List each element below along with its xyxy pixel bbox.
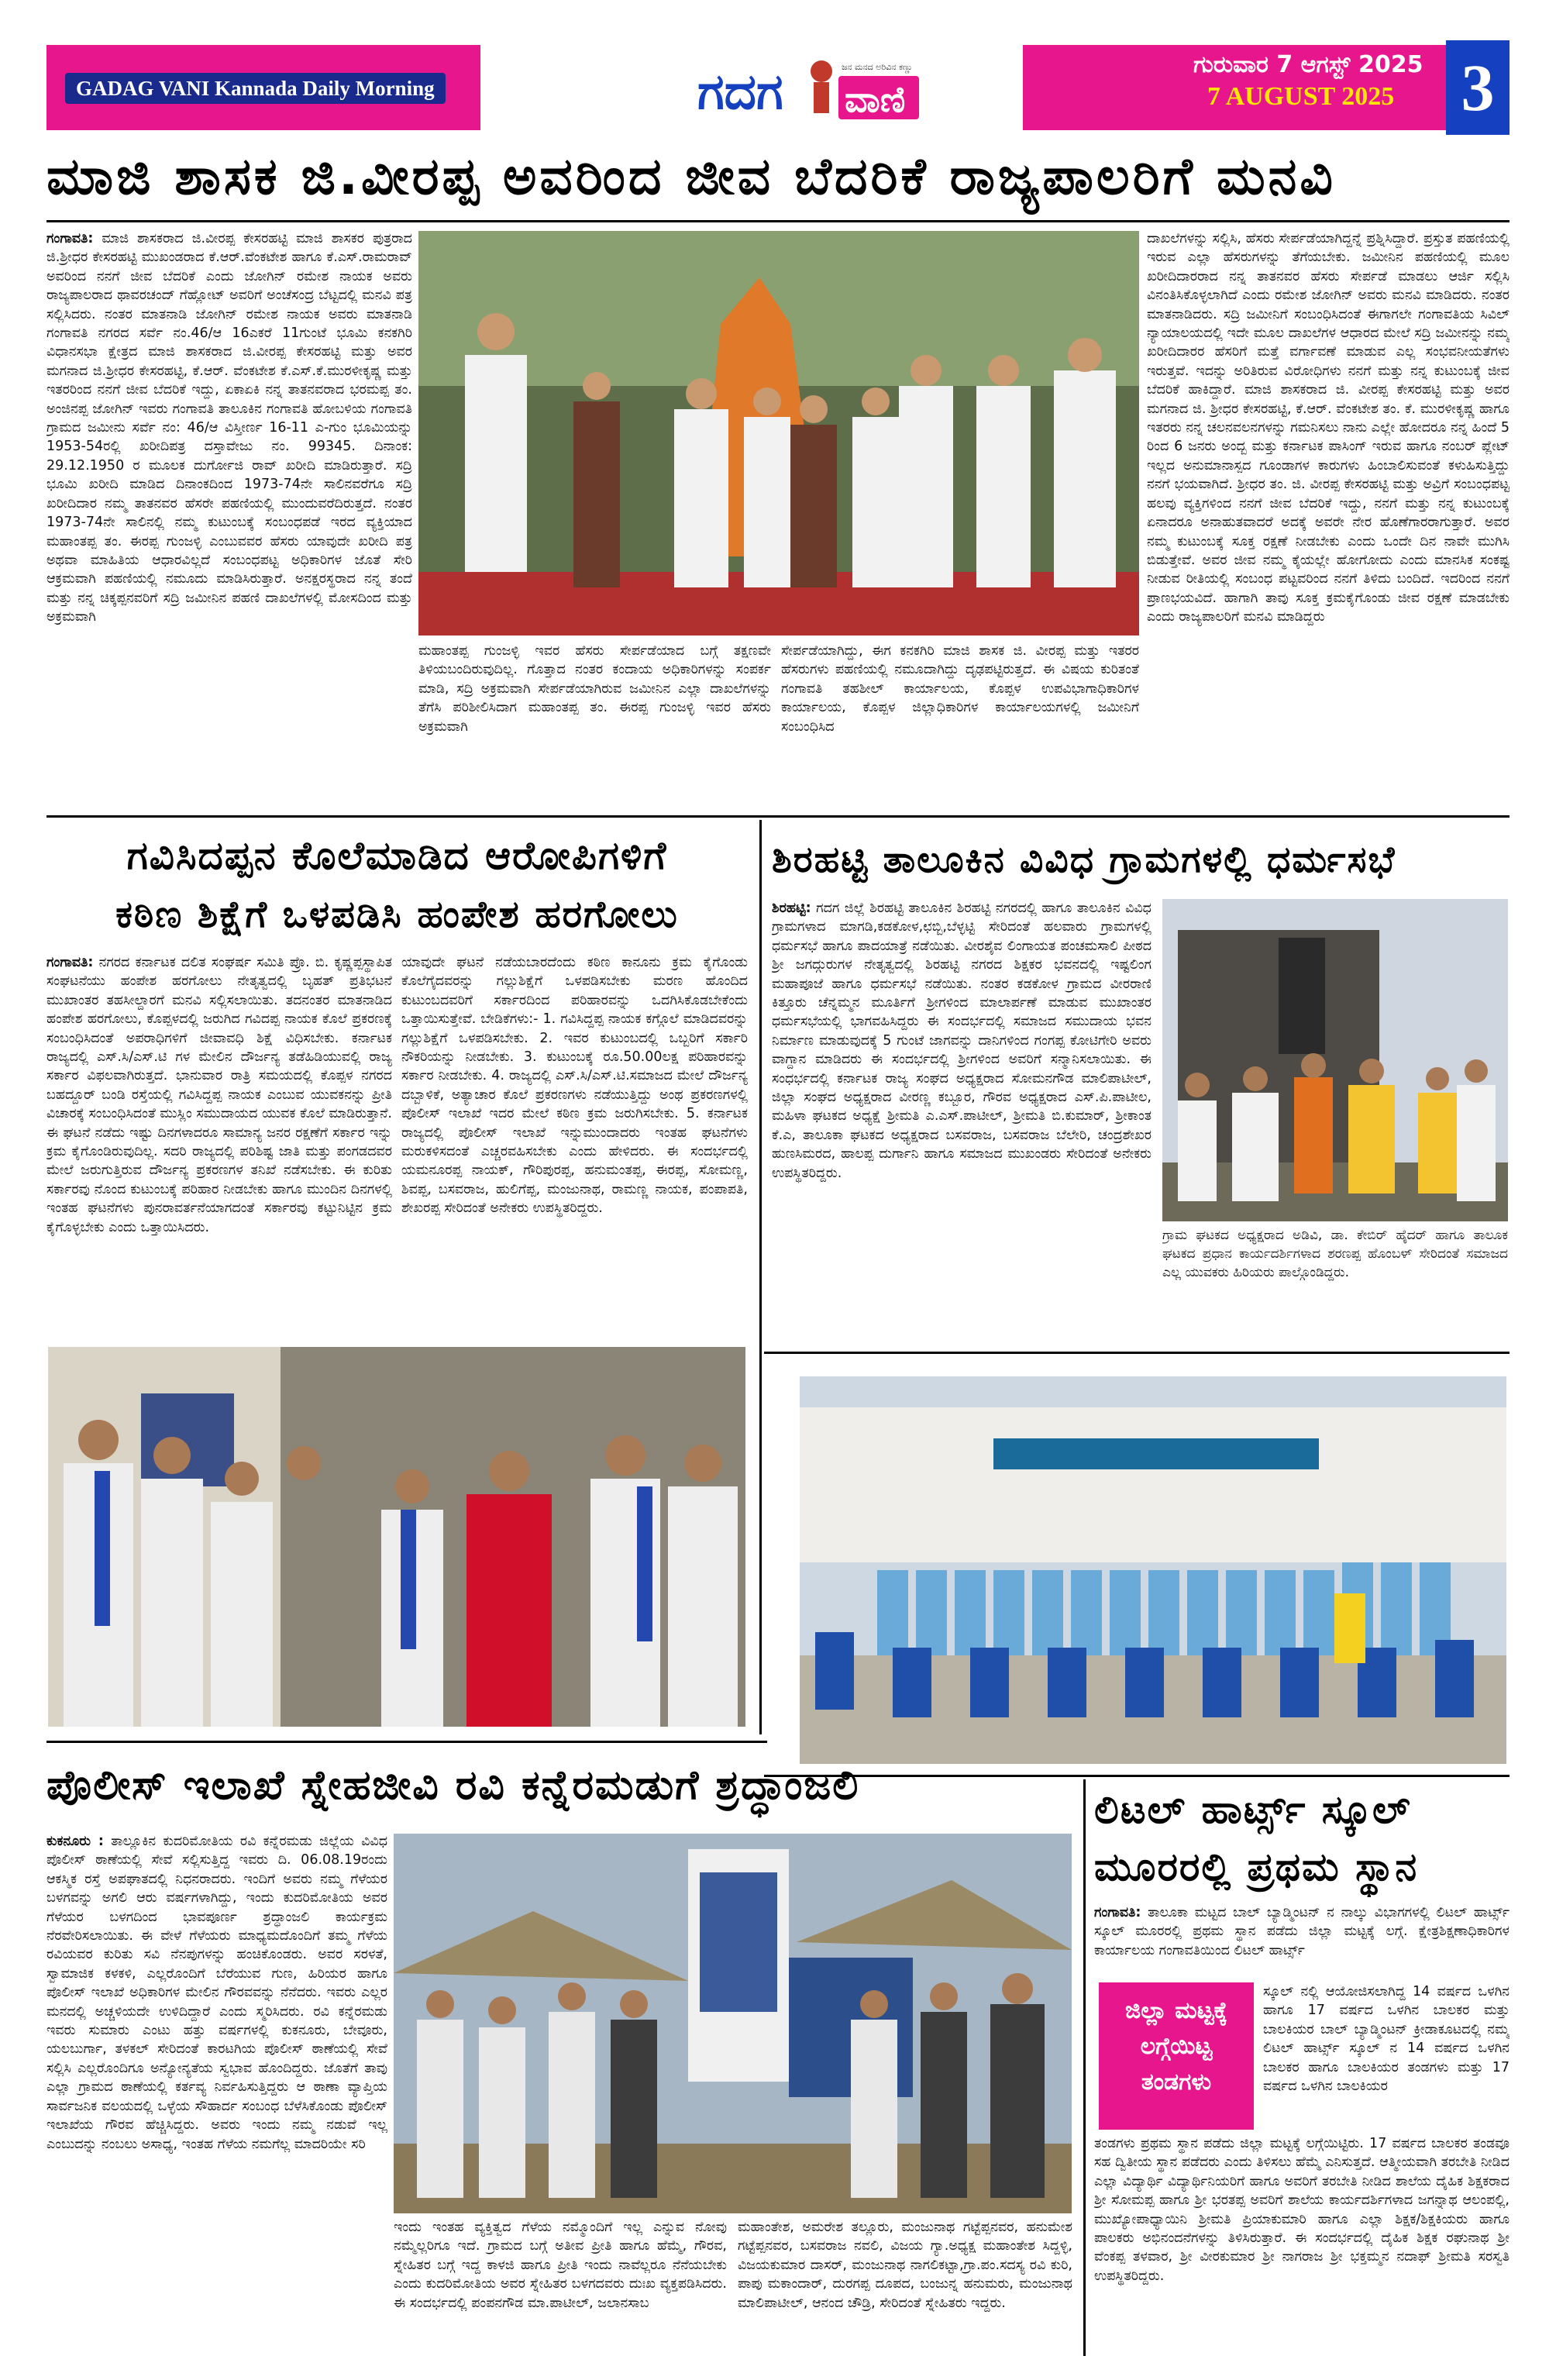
story3-headline: ಶಿರಹಟ್ಟಿ ತಾಲೂಕಿನ ವಿವಿಧ ಗ್ರಾಮಗಳಲ್ಲಿ ಧರ್ಮಸಭೆ (772, 839, 1396, 881)
svg-text:ವಾಣಿ: ವಾಣಿ (845, 78, 906, 120)
school-team-photo (800, 1376, 1506, 1764)
story1-column-1 (46, 229, 412, 811)
story4-col1-text: ತಾಲ್ಲೂಕಿನ ಕುದರಿಮೋತಿಯ ರವಿ ಕನ್ನೆರಮಡು ಜಿಲ್ಲೆಯ ವಿವಿಧ ಪೊಲೀಸ್ ಠಾಣೆಯಲ್ಲಿ ಸೇವೆ ಸಲ್ಲಿಸುತ್ತಿದ್ದ ಇವರು ದಿ. 06.08.19ರಂದು ಆಕಸ್ಮಿಕ ರಸ್ತೆ ಅಪಘಾತದಲ್ಲಿ ನಿಧನರಾದರು. ಇಂದಿಗೆ ಅವರು ನಮ್ಮ ಗೆಳೆಯರ ಬಳಗವನ್ನು ಅಗಲಿ ಆರು ವರ್ಷಗಳಾಗಿದ್ದು, ಇಂದು ಕುದರಿಮೋತಿಯ ಅವರ ಗೆಳೆಯರ ಬಳಗದಿಂದ ಭಾವಪೂರ್ಣ ಶ್ರದ್ಧಾಂಜಲಿ ಕಾರ್ಯಕ್ರಮ ನೆರವೇರಿಸಲಾಯಿತು. ಈ ವೇಳೆ ಗೆಳೆಯರು ಮಾಧ್ಯಮದೊಂದಿಗೆ ತಮ್ಮ ಗೆಳೆಯ ರವಿಯವರ ಕುರಿತು ಸವಿ ನೆನಪುಗಳನ್ನು ಹಂಚಿಕೊಂಡರು. ಅವರ ಸರಳತೆ, ಸ್ವಾಮಾಜಿಕ ಕಳಕಳಿ, ಎಲ್ಲರೊಂದಿಗೆ ಬೆರೆಯುವ ಗುಣ, ಹಿರಿಯರ ಹಾಗೂ ಪೊಲೀಸ್ ಇಲಾಖೆ ಅಧಿಕಾರಿಗಳ ಮೇಲಿನ ಗೌರವವನ್ನು ನೆನೆದರು. ಇವರು ಎಲ್ಲರ ಮನದಲ್ಲಿ ಅಚ್ಚಳಿಯದೇ ಉಳಿದಿದ್ದಾರೆ ಎಂದು ಸ್ಮರಿಸಿದರು. ರವಿ ಕನ್ನೆರಮಡು ಇವರು ಸುಮಾರು ಎಂಟು ಹತ್ತು ವರ್ಷಗಳಲ್ಲಿ ಕುಕನೂರು, ಬೇವೂರು, ಯಲಬುರ್ಗಾ, ತಳಕಲ್ ಸೇರಿದಂತೆ ಕಾರಟಗಿಯ ಪೊಲೀಸ್ ಠಾಣೆಯಲ್ಲಿ ಸೇವೆ ಸಲ್ಲಿಸಿ ಎಲ್ಲರೊಂದಿಗೂ ಅನ್ಯೋನ್ಯತೆಯ ಸ್ವಭಾವ ಹೊಂದಿದ್ದರು. ಜೊತೆಗೆ ತಾವು ಎಲ್ಲಾ ಗ್ರಾಮದ ಠಾಣೆಯಲ್ಲಿ ಕರ್ತವ್ಯ ನಿರ್ವಹಿಸುತ್ತಿದ್ದರು ಆ ಠಾಣಾ ವ್ಯಾಪ್ತಿಯ ಸಾರ್ವಜನಿಕ ವಲಯದಲ್ಲಿ ಒಳ್ಳೆಯ ಸೌಹಾರ್ದ ಸಂಬಂಧ ಬೆಳೆಸಿಕೊಂಡು ಪೊಲೀಸ್ ಇಲಾಖೆಯ ಗೌರವ ಹೆಚ್ಚಿಸಿದ್ದರು. ಅವರು ಇಂದು ನಮ್ಮ ನಡುವೆ ಇಲ್ಲ ಎಂಬುದನ್ನು ನಂಬಲು ಅಸಾಧ್ಯ, ಇಂತಹ ಗೆಳೆಯ ನಮಗೆಲ್ಲ ಮಾದರಿಯೇ ಸರಿ (46, 1834, 387, 2152)
story2-bottom-rule (46, 1741, 767, 1743)
story1-column-3: ಸೇರ್ಪಡೆಯಾಗಿದ್ದು, ಈಗ ಕನಕಗಿರಿ ಮಾಜಿ ಶಾಸಕ ಜಿ. ವೀರಪ್ಪ ಮತ್ತು ಇತರರ ಹೆಸರುಗಳು ಪಹಣಿಯಲ್ಲಿ ನಮೂದಾಗಿದ್ದು ದೃಢಪಟ್ಟಿರುತ್ತದೆ. ಈ ವಿಷಯ ಕುರಿತಂತೆ ಗಂಗಾವತಿ ತಹಶೀಲ್ ಕಾರ್ಯಾಲಯ, ಕೊಪ್ಪಳ ಉಪವಿಭಾಗಾಧಿಕಾರಿಗಳ ಕಾರ್ಯಾಲಯ, ಕೊಪ್ಪಳ ಜಿಲ್ಲಾಧಿಕಾರಿಗಳ ಕಾರ್ಯಾಲಯಗಳಲ್ಲಿ ಜಮೀನಿಗೆ ಸಂಬಂಧಿಸಿದ (781, 643, 1139, 735)
story5-body: ತಂಡಗಳು ಪ್ರಥಮ ಸ್ಥಾನ ಪಡೆದು ಜಿಲ್ಲಾ ಮಟ್ಟಕ್ಕೆ ಲಗ್ಗೆಯಿಟ್ಟಿರು. 17 ವರ್ಷದ ಬಾಲಕರ ತಂಡವೂ ಸಹ ದ್ವಿತೀಯ ಸ್ಥಾನ ಪಡೆದರು ಎಂದು ತಿಳಿಸಲು ಹೆಮ್ಮೆ ಎನಿಸುತ್ತದೆ. ಆತ್ಮೀಯವಾಗಿ ತರಬೇತಿ ನೀಡಿದ ಎಲ್ಲಾ ವಿದ್ಯಾರ್ಥಿ ವಿದ್ಯಾರ್ಥಿನಿಯರಿಗೆ ಹಾಗೂ ಅವರಿಗೆ ತರಬೇತಿ ನೀಡಿದ ಶಾಲೆಯ ದೈಹಿಕ ಶಿಕ್ಷಕರಾದ ಶ್ರೀ ಸೋಮಪ್ಪ ಹಾಗೂ ಶ್ರೀ ಭರತಪ್ಪ ಅವರಿಗೆ ಶಾಲೆಯ ಕಾರ್ಯದರ್ಶಿಗಳಾದ ಜಗನ್ನಾಥ ಆಲಂಪಲ್ಲಿ, ಮುಖ್ಯೋಪಾಧ್ಯಾಯಿನಿ ಶ್ರೀಮತಿ ಪ್ರಿಯಾಕುಮಾರಿ ಹಾಗೂ ಎಲ್ಲಾ ಶಿಕ್ಷಕ/ಶಿಕ್ಷಕಿಯರು ಹಾಗೂ ಪಾಲಕರು ಅಭಿನಂದನೆಗಳನ್ನು ತಿಳಿಸಿರುತ್ತಾರೆ. ಈ ಸಂದರ್ಭದಲ್ಲಿ ದೈಹಿಕ ಶಿಕ್ಷಕ ರಘುನಾಥ ಶ್ರೀ ವೆಂಕಪ್ಪ ತಳವಾರ, ಶ್ರೀ ವೀರಕುಮಾರ ಶ್ರೀ ನಾಗರಾಜ ಶ್ರೀ ಭಕ್ತಮ್ಮನ ನದಾಫ್ ಶ್ರೀಮತಿ ಸರಸ್ವತಿ ಉಪಸ್ಥಿತರಿದ್ದರು. (1094, 2136, 1510, 2284)
story3-bottom-rule (764, 1352, 1510, 1354)
story5-headline-line2: ಮೂರರಲ್ಲಿ ಪ್ರಥಮ ಸ್ಥಾನ (1094, 1844, 1419, 1889)
date-kannada: ಗುರುವಾರ 7 ಆಗಸ್ಟ್ 2025 (1193, 51, 1423, 78)
story4-column-1 (46, 1832, 387, 2356)
story3-photo (1162, 899, 1508, 1221)
story4-column-3: ಮಹಾಂತೇಶ, ಅಮರೇಶ ತಲ್ಲೂರು, ಮಂಜುನಾಥ ಗಟ್ಟೆಪ್ಪನವರ, ಹನುಮೇಶ ಗಟ್ಟೆಪ್ಪನವರ, ಬಸವರಾಜ ನವಲಿ, ವಿಜಯ ಗ್ಯಾ.ಅಧ್ಯಕ್ಷ ಮಹಾಂತೇಶ ಸಿದ್ದಳ್ಳಿ, ವಿಜಯಕುಮಾರ ದಾಸರ್, ಮಂಜುನಾಥ ನಾಗಲಿಕಟ್ಟಾ,ಗ್ರಾ.ಪಂ.ಸದಸ್ಯ ರವಿ ಕುರಿ, ಪಾಪು ಮಕಾಂದಾರ್, ದುರಗಪ್ಪ ದೂಪದ, ಬಂಜುನ್ನ ಹನುಮರು, ಮಂಜುನಾಥ ಮಾಲಿಪಾಟೀಲ್, ಆನಂದ ಚೌಡ್ರಿ, ಸೇರಿದಂತೆ ಸ್ನೇಹಿತರು ಇದ್ದರು. (738, 2220, 1072, 2311)
story2-col1-text: ನಗರದ ಕರ್ನಾಟಕ ದಲಿತ ಸಂಘರ್ಷ ಸಮಿತಿ ಪ್ರೊ. ಬಿ. ಕೃಷ್ಣಪ್ಪಸ್ಥಾಪಿತ ಸಂಘಟನೆಯು ಹಂಪೇಶ ಹರಗೋಲು ನೇತೃತ್ವದಲ್ಲಿ ಬೃಹತ್ ಪ್ರತಿಭಟನೆ ಮುಖಾಂತರ ತಹಸೀಲ್ದಾರಗೆ ಮನವಿ ಸಲ್ಲಿಸಲಾಯಿತು. ತದನಂತರ ಮಾತನಾಡಿದ ಹಂಪೇಶ ಹರಗೋಲು, ಕೊಪ್ಪಳದಲ್ಲಿ ಜರುಗಿದ ಗವಿದಪ್ಪ ನಾಯಕ ಕೊಲೆ ಪ್ರಕರಣಕ್ಕೆ ಸಂಬಂಧಿಸಿದಂತೆ ಅಪರಾಧಿಗಳಿಗೆ ಜೀವಾವಧಿ ಶಿಕ್ಷೆ ವಿಧಿಸಬೇಕು. ಕರ್ನಾಟಕ ರಾಜ್ಯದಲ್ಲಿ ಎಸ್.ಸಿ/ಎಸ್.ಟಿ ಗಳ ಮೇಲಿನ ದೌರ್ಜನ್ಯ ತಡೆಹಿಡಿಯುವಲ್ಲಿ ರಾಜ್ಯ ಸರ್ಕಾರ ವಿಫಲವಾಗಿರುತ್ತದೆ. ಭಾನುವಾರ ರಾತ್ರಿ ಸಮಯದಲ್ಲಿ ಕೊಪ್ಪಳ ನಗರದ ಬಹದ್ದೂರ್ ಬಂಡಿ ರಸ್ತೆಯಲ್ಲಿ ಗವಿಸಿದ್ದಪ್ಪ ನಾಯಕ ಎಂಬುವ ಯುವಕನನ್ನು ಪ್ರೀತಿ ವಿಚಾರಕ್ಕೆ ಸಂಬಂಧಿಸಿದಂತೆ ಮುಸ್ಲಿಂ ಸಮುದಾಯದ ಯುವಕ ಕೊಲೆ ಮಾಡಿರುತ್ತಾನೆ. ಈ ಘಟನೆ ನಡೆದು ಇಷ್ಟು ದಿನಗಳಾದರೂ ಸಾಮಾನ್ಯ ಜನರ ರಕ್ಷಣೆಗೆ ಸರ್ಕಾರ ಇನ್ನು ಕ್ರಮ ಕೈಗೊಂಡಿರುವುದಿಲ್ಲ. ಸದರಿ ರಾಜ್ಯದಲ್ಲಿ ಪರಿಶಿಷ್ಟ ಜಾತಿ ಮತ್ತು ಪಂಗಡದವರ ಮೇಲೆ ಜರುಗುತ್ತಿರುವ ದೌರ್ಜನ್ಯ ಪ್ರಕರಣಗಳ ತನಿಖೆ ನಡೆಸಬೇಕು. ಈ ಕುರಿತು ಸರ್ಕಾರವು ನೊಂದ ಕುಟುಂಬಕ್ಕೆ ಪರಿಹಾರ ನೀಡಬೇಕು ಹಾಗೂ ಮುಂದಿನ ದಿನಗಳಲ್ಲಿ ಇಂತಹ ಘಟನೆಗಳು ಪುನರಾವರ್ತನೆಯಾಗದಂತೆ ಸರ್ಕಾರವು ಕಟ್ಟುನಿಟ್ಟಿನ ಕ್ರಮ ಕೈಗೊಳ್ಳಬೇಕು ಎಂದು ಒತ್ತಾಯಿಸಿದರು. (46, 955, 392, 1235)
story2-column-1 (46, 953, 392, 1338)
story5-intro (1094, 1903, 1510, 1979)
masthead-logo-area (480, 45, 1023, 130)
masthead-date-band (1023, 45, 1457, 130)
badge-line-2: ಲಗ್ಗೆಯಿಟ್ಟ (1140, 2033, 1213, 2060)
story1-col1-text: ಮಾಜಿ ಶಾಸಕರಾದ ಜಿ.ವೀರಪ್ಪ ಕೇಸರಹಟ್ಟಿ ಮಾಜಿ ಶಾಸಕರ ಪುತ್ರರಾದ ಜಿ.ಶ್ರೀಧರ ಕೇಸರಹಟ್ಟಿ ಮುಖಂಡರಾದ ಕೆ.ಆರ್.ವೆಂಕಟೇಶ ಹಾಗೂ ಕೆ.ಎಸ್.ರಾಮರಾವ್ ಅವರಿಂದ ನನಗೆ ಜೀವ ಬೆದರಿಕೆ ಎಂದು ಜೋಗಿನ್ ರಮೇಶ ನಾಯಕ ಅವರು ರಾಜ್ಯಪಾಲರಾದ ಥಾವರಚಂದ್ ಗೆಹ್ಲೋಟ್ ಅವರಿಗೆ ಅಂಚೆಸಂದ್ರ ಬೆಟ್ಟದಲ್ಲಿ ಮನವಿ ಪತ್ರ ಸಲ್ಲಿಸಿದರು. ನಂತರ ಮಾತನಾಡಿ ಜೋಗಿನ್ ರಮೇಶ ನಾಯಕ ಅವರು ಮಾತನಾಡಿ ಗಂಗಾವತಿ ನಗರದ ಸರ್ವೆ ನಂ.46/ಆ 16ಎಕರೆ 11ಗುಂಟೆ ಭೂಮಿ ಕನಕಗಿರಿ ವಿಧಾನಸಭಾ ಕ್ಷೇತ್ರದ ಮಾಜಿ ಶಾಸಕರಾದ ಜಿ.ವೀರಪ್ಪ ಕೇಸರಹಟ್ಟಿ ಮತ್ತು ಅವರ ಮಗನಾದ ಜಿ.ಶ್ರೀಧರ ಕೇಸರಹಟ್ಟಿ, ಕೆ.ಆರ್. ವೆಂಕಟೇಶ ಕೆ.ಎಸ್.ಕೆ.ಮುರಳೀಕೃಷ್ಣ ಮತ್ತು ಇತರರಿಂದ ನನಗೆ ಜೀವ ಬೆದರಿಕೆ ಇದ್ದು, ಏಕಾಏಕಿ ನನ್ನ ತಾತನವರಾದ ಭರಮಪ್ಪ ತಂ. ಅಂಜಿನಪ್ಪ ಜೋಗಿನ್ ಇವರು ಗಂಗಾವತಿ ತಾಲೂಕಿನ ಗಂಗಾವತಿ ಹೋಬಳಿಯ ಗಂಗಾವತಿ ಗ್ರಾಮದ ಜಮೀನು ಸರ್ವೆ ನಂ: 46/ಆ ವಿಸ್ತೀರ್ಣ 16-11 ಎ-ಗುಂ ಭೂಮಿಯನ್ನು 1953-54ರಲ್ಲಿ ಖರೀದಿಪತ್ರ ದಸ್ತಾವೇಜು ನಂ. 99345. ದಿನಾಂಕ: 29.12.1950 ರ ಮೂಲಕ ದುರ್ಗೋಜಿ ರಾವ್ ಖರೀದಿ ಮಾಡಿರುತ್ತಾರೆ. ಸದ್ರಿ ಭೂಮಿ ಖರೀದಿ ಮಾಡಿದ ದಿನಾಂಕದಿಂದ 1973-74ನೇ ಸಾಲಿನವರೆಗೂ ಸದ್ರಿ ಖರೀದಿದಾರ ನಮ್ಮ ತಾತನವರ ಹೆಸರೇ ಪಹಣಿಯಲ್ಲಿ ಮುಂದುವರೆದಿರುತ್ತದೆ. ನಂತರ 1973-74ನೇ ಸಾಲಿನಲ್ಲಿ ನಮ್ಮ ಕುಟುಂಬಕ್ಕೆ ಸಂಬಂಧಪಡೆ ಇರದ ವ್ಯಕ್ತಿಯಾದ ಮಹಾಂತಪ್ಪ ತಂ. ಈರಪ್ಪ ಗುಂಜಳ್ಳಿ ಎಂಬುವವರ ಹೆಸರು ಯಾವುದೇ ಖರೀದಿ ಪತ್ರ ಅಥವಾ ಮಾಹಿತಿಯ ಆಧಾರವಿಲ್ಲದೆ ಸಂಬಂಧಪಟ್ಟ ಅಧಿಕಾರಿಗಳ ಜೊತೆ ಸೇರಿ ಆಕ್ರಮವಾಗಿ ಪಹಣಿಯಲ್ಲಿ ನಮೂದು ಮಾಡಿಸಿರುತ್ತಾರೆ. ಅನಕ್ಷರಸ್ಥರಾದ ನನ್ನ ತಂದೆ ಮತ್ತು ನನ್ನ ಚಿಕ್ಕಪ್ಪನವರಿಗೆ ಸದ್ರಿ ಜಮೀನಿನ ಪಹಣಿ ದಾಖಲೆಗಳಲ್ಲಿ ಮೋಸದಿಂದ ಮತ್ತು ಅಕ್ರಮವಾಗಿ (46, 231, 412, 625)
badge-line-1: ಜಿಲ್ಲಾ ಮಟ್ಟಕ್ಕೆ (1124, 1997, 1228, 2024)
story4-dateline: ಕುಕನೂರು : (46, 1834, 104, 1849)
story5-headline-line1: ಲಿಟಲ್ ಹಾರ್ಟ್ಸ್ ಸ್ಕೂಲ್ (1094, 1787, 1412, 1832)
story3-body (772, 899, 1152, 1344)
story4-photo (394, 1834, 1072, 2213)
paper-name-tag: GADAG VANI Kannada Daily Morning (65, 73, 446, 104)
story1-dateline: ಗಂಗಾವತಿ: (46, 231, 94, 246)
date-english: 7 AUGUST 2025 (1207, 82, 1395, 111)
story1-photo (418, 231, 1139, 635)
story1-column-4: ದಾಖಲೆಗಳನ್ನು ಸಲ್ಲಿಸಿ, ಹೆಸರು ಸೇರ್ಪಡೆಯಾಗಿದ್ದನ್ನೆ ಪ್ರಶ್ನಿಸಿದ್ದಾರೆ. ಪ್ರಸ್ತುತ ಪಹಣಿಯಲ್ಲಿ ಇರುವ ಎಲ್ಲಾ ಹೆಸರುಗಳನ್ನು ತೆಗೆಯಬೇಕು. ಜಮೀನಿನ ಪಹಣಿಯಲ್ಲಿ ಮೂಲ ಖರೀದಿದಾರರಾದ ನನ್ನ ತಾತನವರ ಹೆಸರು ಸೇರ್ಪಡೆ ಮಾಡಲು ಆರ್ಜಿ ಸಲ್ಲಿಸಿ ವಿನಂತಿಸಿಕೊಳ್ಳಲಾಗಿದೆ ಎಂದು ರಮೇಶ ಜೋಗಿನ್ ಅವರು ಮನವಿ ಮಾಡಿದರು. ನಂತರ ಮಾತನಾಡಿದರು. ಸದ್ರಿ ಜಮೀನಿಗೆ ಸಂಬಂಧಿಸಿದಂತೆ ಈಗಾಗಲೇ ಗಂಗಾವತಿಯ ಸಿವಿಲ್ ನ್ಯಾಯಾಲಯದಲ್ಲಿ ಇದೇ ಮೂಲ ದಾಖಲೆಗಳ ಆಧಾರದ ಮೇಲೆ ಸದ್ರಿ ಜಮೀನನ್ನು ನಮ್ಮ ಖರೀದಿದಾರರ ಹೆಸರಿಗೆ ಮತ್ತೆ ವರ್ಗಾವಣೆ ಮಾಡುವ ಎಲ್ಲ ಸಂಭವನೀಯತೆಗಳು ಇರುತ್ತವೆ. ಇದನ್ನು ಅರಿತಿರುವ ವಿರೋಧಿಗಳು ನನಗೆ ಮತ್ತು ನನ್ನ ಕುಟುಂಬಕ್ಕೆ ಜೀವ ಬೆದರಿಕೆ ಹಾಕಿದ್ದಾರೆ. ಮಾಜಿ ಶಾಸಕರಾದ ಜಿ. ವೀರಪ್ಪ ಕೇಸರಹಟ್ಟಿ ಮತ್ತು ಅವರ ಮಗನಾದ ಜಿ. ಶ್ರೀಧರ ಕೇಸರಹಟ್ಟಿ, ಕೆ.ಆರ್. ವೆಂಕಟೇಶ ತಂ. ಕೆ. ಮುರಳೀಕೃಷ್ಣ ಹಾಗೂ ಇತರರು ನನ್ನ ಚಲನವಲನಗಳನ್ನು ಗಮನಿಸಲು ನಾನು ಎಲ್ಲೇ ಹೋದರೂ ನನ್ನ ಹಿಂದೆ 5 ರಿಂದ 6 ಜನರು ಅಂದ್ಬ ಮತ್ತು ಕರ್ನಾಟಕ ಪಾಸಿಂಗ್ ಇರುವ ಹಾಗೂ ನಂಬರ್ ಪ್ಲೇಟ್ ಇಲ್ಲದ ಅನುಮಾನಾಸ್ಪದ ಗೂಂಡಾಗಳ ಕಾರುಗಳು ಹಿಂಬಾಲಿಸುವಂತೆ ಕಳುಹಿಸುತ್ತಿದ್ದು ನನಗೆ ಭಯವಾಗಿದೆ. ಶ್ರೀಧರ ತಂ. ಜಿ. ವೀರಪ್ಪ ಕೇಸರಹಟ್ಟಿ ಮತ್ತು ಅವ್ರಿಗೆ ಸಂಬಂಧಪಟ್ಟ ಹಲವು ವ್ಯಕ್ತಿಗಳಿಂದ ನನಗೆ ಜೀವ ಬೆದರಿಕೆ ಇದ್ದು, ನನಗೆ ಮತ್ತು ನನ್ನ ಕುಟುಂಬಕ್ಕೆ ಏನಾದರೂ ಅನಾಹುತವಾದರೆ ಅದಕ್ಕೆ ಅವರೇ ನೇರ ಹೊಣೆಗಾರರಾಗುತ್ತಾರೆ. ಅವರ ನಮ್ಮ ಕುಟುಂಬಕ್ಕೆ ಸೂಕ್ತ ರಕ್ಷಣೆ ನೀಡಬೇಕು ಎಂದು ಒಂದೇ ದಿನ ನಾವೇ ಮುಗಿಸಿ ಬಿಡುತ್ತೇವೆ. ಅವರ ಜೀವ ನಮ್ಮ ಕೈಯಲ್ಲೇ ಹೋಗೋದು ಎಂದು ಮಾನಸಿಕ ಸಂಕಷ್ಟ ನೀಡುವ ರೀತಿಯಲ್ಲಿ ಸಂಬಂಧ ಪಟ್ಟವರಿಂದ ನನಗೆ ತಿಳಿದು ಬಂದಿದೆ. ಇದರಿಂದ ನನಗೆ ಪ್ರಾಣಭಯವಿದೆ. ಹಾಗಾಗಿ ತಾವು ಸೂಕ್ತ ಕ್ರಮಕೈಗೊಂಡು ಜೀವ ರಕ್ಷಣೆ ಮಾಡಬೇಕು ಎಂದು ರಾಜ್ಯಪಾಲರಿಗೆ ಮನವಿ ಮಾಡಿದ್ದರು (1147, 231, 1510, 625)
story2-headline-line1: ಗವಿಸಿದಪ್ಪನ ಕೊಲೆಮಾಡಿದ ಆರೋಪಿಗಳಿಗೆ (126, 833, 668, 878)
story5-dateline: ಗಂಗಾವತಿ: (1094, 1905, 1141, 1920)
story2-headline-line2: ಕಠಿಣ ಶಿಕ್ಷೆಗೆ ಒಳಪಡಿಸಿ ಹಂಪೇಶ ಹರಗೋಲು (115, 893, 679, 936)
story1-bottom-rule (46, 815, 1510, 818)
district-level-badge (1099, 1982, 1254, 2130)
page-number: 3 (1446, 40, 1510, 135)
gadag-vani-logo (690, 48, 922, 126)
badge-line-3: ತಂಡಗಳು (1141, 2068, 1212, 2096)
bottom-column-divider (1083, 1779, 1086, 2356)
masthead-left-band (46, 45, 480, 130)
story2-dateline: ಗಂಗಾವತಿ: (46, 955, 94, 970)
story1-top-rule (46, 220, 1510, 222)
story2-column-2: ಯಾವುದೇ ಘಟನೆ ನಡೆಯಬಾರದೆಂದು ಕಠಿಣ ಕಾನೂನು ಕ್ರಮ ಕೈಗೊಂಡು ಕೊಲೆಗೈದವರನ್ನು ಗಲ್ಲುಶಿಕ್ಷೆಗೆ ಒಳಪಡಿಸಬೇಕು ಮರಣ ಹೊಂದಿದ ಕುಟುಂಬದವರಿಗೆ ಸರ್ಕಾರದಿಂದ ಪರಿಹಾರವನ್ನು ಒದಗಿಸಿಕೊಡಬೇಕೆಂದು ಒತ್ತಾಯಿಸುತ್ತೇವೆ. ಬೇಡಿಕೆಗಳು:- 1. ಗವಿಸಿದ್ದಪ್ಪ ನಾಯಕ ಕಗ್ಗೊಲೆ ಮಾಡಿದವರನ್ನು ಗಲ್ಲುಶಿಕ್ಷೆಗೆ ಒಳಪಡಿಸಬೇಕು. 2. ಇವರ ಕುಟುಂಬದಲ್ಲಿ ಒಬ್ಬರಿಗೆ ಸರ್ಕಾರಿ ನೌಕರಿಯನ್ನು ನೀಡಬೇಕು. 3. ಕುಟುಂಬಕ್ಕೆ ರೂ.50.00ಲಕ್ಷ ಪರಿಹಾರವನ್ನು ಸರ್ಕಾರ ನೀಡಬೇಕು. 4. ರಾಜ್ಯದಲ್ಲಿ ಎಸ್.ಸಿ/ಎಸ್.ಟಿ.ಸಮಾಜದ ಮೇಲೆ ದೌರ್ಜನ್ಯ ದಬ್ಬಾಳಿಕೆ, ಅತ್ಯಾಚಾರ ಕೊಲೆ ಪ್ರಕರಣಗಳು ನಡೆಯುತ್ತಿದ್ದು ಅಂಥ ಪ್ರಕರಣಗಳಲ್ಲಿ ಪೊಲೀಸ್ ಇಲಾಖೆ ಇದರ ಮೇಲೆ ಕಠಿಣ ಕ್ರಮ ಜರುಗಿಸಬೇಕು. 5. ಕರ್ನಾಟಕ ರಾಜ್ಯದಲ್ಲಿ ಪೊಲೀಸ್ ಇಲಾಖೆ ಇನ್ನುಮುಂದಾದರು ಇಂತಹ ಘಟನೆಗಳು ಮರುಕಳಿಸದಂತೆ ಎಚ್ಚರವಹಿಸಬೇಕು ಎಂದು ಹೇಳಿದರು. ಈ ಸಂದರ್ಭದಲ್ಲಿ ಯಮನೂರಪ್ಪ ನಾಯಕ್, ಗೌರಿಪುರಪ್ಪ, ಹನುಮಂತಪ್ಪ, ಈರಪ್ಪ, ಸೋಮಣ್ಣ, ಶಿವಪ್ಪ, ಬಸವರಾಜ, ಹುಲಿಗೆಪ್ಪ, ಮಂಜುನಾಥ, ರಾಮಣ್ಣ ನಾಯಕ, ಪಂಪಾಪತಿ, ಶೇಖರಪ್ಪ ಸೇರಿದಂತೆ ಅನೇಕರು ಉಪಸ್ಥಿತರಿದ್ದರು. (401, 955, 748, 1217)
story1-column-2: ಮಹಾಂತಪ್ಪ ಗುಂಜಳ್ಳಿ ಇವರ ಹೆಸರು ಸೇರ್ಪಡೆಯಾದ ಬಗ್ಗೆ ತಕ್ಷಣವೇ ತಿಳಿಯಬಂದಿರುವುದಿಲ್ಲ. ಗೊತ್ತಾದ ನಂತರ ಕಂದಾಯ ಅಧಿಕಾರಿಗಳನ್ನು ಸಂಪರ್ಕ ಮಾಡಿ, ಸದ್ರಿ ಅಕ್ರಮವಾಗಿ ಸೇರ್ಪಡೆಯಾಗಿರುವ ಜಮೀನಿನ ಎಲ್ಲಾ ದಾಖಲೆಗಳನ್ನು ತೆಗೆಸಿ ಪರಿಶೀಲಿಸಿದಾಗ ಮಹಾಂತಪ್ಪ ತಂ. ಈರಪ್ಪ ಗುಂಜಳ್ಳಿ ಇವರ ಹೆಸರು ಅಕ್ರಮವಾಗಿ (418, 643, 771, 735)
story5-side-text: ಸ್ಕೂಲ್ ನಲ್ಲಿ ಆಯೋಜಿಸಲಾಗಿದ್ದ 14 ವರ್ಷದ ಒಳಗಿನ ಹಾಗೂ 17 ವರ್ಷದ ಒಳಗಿನ ಬಾಲಕರ ಮತ್ತು ಬಾಲಕಿಯರ ಬಾಲ್ ಬ್ಯಾಡ್ಮಿಂಟನ್ ಕ್ರೀಡಾಕೂಟದಲ್ಲಿ ನಮ್ಮ ಲಿಟಲ್ ಹಾರ್ಟ್ಸ್ ಸ್ಕೂಲ್ ನ 14 ವರ್ಷದ ಒಳಗಿನ ಬಾಲಕರ ಹಾಗೂ ಬಾಲಕಿಯರ ತಂಡಗಳು ಮತ್ತು 17 ವರ್ಷದ ಒಳಗಿನ ಬಾಲಕಿಯರ (1263, 1984, 1510, 2095)
story4-column-2: ಇಂದು ಇಂತಹ ವ್ಯಕ್ತಿತ್ವದ ಗೆಳೆಯ ನಮ್ಮೊಂದಿಗೆ ಇಲ್ಲ ಎನ್ನುವ ನೋವು ನಮ್ಮೆಲ್ಲರಿಗೂ ಇದೆ. ಗ್ರಾಮದ ಬಗ್ಗೆ ಅತೀವ ಪ್ರೀತಿ ಹಾಗೂ ಹೆಮ್ಮೆ, ಗೌರವ, ಸ್ನೇಹಿತರ ಬಗ್ಗೆ ಇದ್ದ ಕಾಳಜಿ ಹಾಗೂ ಪ್ರೀತಿ ಇಂದು ನಾವೆಲ್ಲರೂ ನೆನೆಯಬೇಕು ಎಂದು ಕುದರಿಮೋತಿಯ ಅವರ ಸ್ನೇಹಿತರ ಬಳಗದವರು ದುಃಖ ವ್ಯಕ್ತಪಡಿಸಿದರು. ಈ ಸಂದರ್ಭದಲ್ಲಿ ಪಂಪನಗೌಡ ಮಾ.ಪಾಟೀಲ್, ಜಲಾನಸಾಬ (394, 2220, 727, 2311)
story4-headline: ಪೊಲೀಸ್ ಇಲಾಖೆ ಸ್ನೇಹಜೀವಿ ರವಿ ಕನ್ನೆರಮಡುಗೆ ಶ್ರದ್ಧಾಂಜಲಿ (46, 1762, 860, 1809)
story2-photo (48, 1347, 745, 1727)
svg-text:ಗದಗ: ಗದಗ (697, 64, 783, 121)
story3-dateline: ಶಿರಹಟ್ಟಿ: (772, 901, 811, 916)
svg-text:ಜನ ಮನದ ಅರಿವಿನ ಕಣ್ಣು: ಜನ ಮನದ ಅರಿವಿನ ಕಣ್ಣು (842, 62, 913, 72)
story3-body-text: ಗದಗ ಜಿಲ್ಲೆ ಶಿರಹಟ್ಟಿ ತಾಲೂಕಿನ ಶಿರಹಟ್ಟಿ ನಗರದಲ್ಲಿ ಹಾಗೂ ತಾಲೂಕಿನ ವಿವಿಧ ಗ್ರಾಮಗಳಾದ ಮಾಗಡಿ,ಕಡಕೋಳ,ಛಬ್ಬಿ,ಬೆಳ್ಳಟ್ಟಿ ಸೇರಿದಂತೆ ಹಲವಾರು ಗ್ರಾಮಗಳಲ್ಲಿ ಧರ್ಮಸಭೆ ಹಾಗೂ ಪಾದಯಾತ್ರೆ ನಡೆಯಿತು. ವೀರಶೈವ ಲಿಂಗಾಯತ ಪಂಚಮಸಾಲಿ ಪೀಠದ ಶ್ರೀ ಜಗದ್ಗುರುಗಳ ನೇತೃತ್ವದಲ್ಲಿ ಶಿರಹಟ್ಟಿ ನಗರದ ಶಿಕ್ಷಕರ ಭವನದಲ್ಲಿ ಇಷ್ಟಲಿಂಗ ಮಹಾಪೂಜೆ ಹಾಗೂ ಧರ್ಮಸಭೆ ನಡೆಯಿತು. ನಂತರ ಕಡಕೋಳ ಗ್ರಾಮದ ವೀರರಾಣಿ ಕಿತ್ತೂರು ಚೆನ್ನಮ್ಮನ ಮೂರ್ತಿಗೆ ಶ್ರೀಗಳಿಂದ ಮಾಲಾರ್ಪಣೆ ಮಾಡುವ ಮುಖಾಂತರ ಧರ್ಮಸಭೆಯಲ್ಲಿ ಭಾಗವಹಿಸಿದ್ದರು ಈ ಸಂದರ್ಭದಲ್ಲಿ ಸಮಾಜದ ಸಮುದಾಯ ಭವನ ನಿರ್ಮಾಣ ಮಾಡುವುದಕ್ಕೆ 5 ಗುಂಟೆ ಜಾಗವನ್ನು ದಾನಿಗಳಿಂದ ಗಂಗಪ್ಪ ಕೋಟಿಗೇರಿ ಅವರು ವಾಗ್ದಾನ ಮಾಡಿದರು ಈ ಸಂದರ್ಭದಲ್ಲಿ ಶ್ರೀಗಳಿಂದ ಅವರಿಗೆ ಸನ್ಮಾನಿಸಲಾಯಿತು. ಈ ಸಂಧರ್ಭದಲ್ಲಿ ಕರ್ನಾಟಕ ರಾಜ್ಯ ಸಂಘದ ಅಧ್ಯಕ್ಷರಾದ ಸೋಮನಗೌಡ ಮಾಲಿಪಾಟೀಲ್, ಜಿಲ್ಲಾ ಸಂಘದ ಅಧ್ಯಕ್ಷರಾದ ವೀರಣ್ಣ ಕಬ್ಬೂರ, ಗೌರವ ಅಧ್ಯಕ್ಷರಾದ ಎಸ್.ಪಿ.ಪಾಟೀಲ, ಮಹಿಳಾ ಘಟಕದ ಅಧ್ಯಕ್ಷೆ ಶ್ರೀಮತಿ ಎ.ಎಸ್.ಪಾಟೀಲ್, ಶ್ರೀಮತಿ ಬಿ.ಕುಮಾರ್, ಶ್ರೀಕಾಂತ ಕೆ.ಎ, ತಾಲೂಕಾ ಘಟಕದ ಅಧ್ಯಕ್ಷರಾದ ಬಸವರಾಜ, ಬಸವರಾಜ ಬೆಲೇರಿ, ಚಂದ್ರಶೇಖರ ಹುಣಸಿಮರದ, ಹಾಲಪ್ಪ ದುರ್ಗಾನಿ ಹಾಗೂ ಸಮಾಜದ ಮುಖಂಡರು ಸೇರಿದಂತೆ ಅನೇಕರು ಉಪಸ್ಥಿತರಿದ್ದರು. (772, 901, 1152, 1181)
story5-intro-text: ತಾಲೂಕಾ ಮಟ್ಟದ ಬಾಲ್ ಬ್ಯಾಡ್ಮಿಂಟನ್ ನ ನಾಲ್ಕು ವಿಭಾಗಗಳಲ್ಲಿ ಲಿಟಲ್ ಹಾರ್ಟ್ಸ್ ಸ್ಕೂಲ್ ಮೂರರಲ್ಲಿ ಪ್ರಥಮ ಸ್ಥಾನ ಪಡೆದು ಜಿಲ್ಲಾ ಮಟ್ಟಕ್ಕೆ ಲಗ್ಗೆ. ಕ್ಷೇತ್ರಶಿಕ್ಷಣಾಧಿಕಾರಿಗಳ ಕಾರ್ಯಾಲಯ ಗಂಗಾವತಿಯಿಂದ ಲಿಟಲ್ ಹಾರ್ಟ್ಸ್ (1094, 1905, 1510, 1958)
center-column-divider (759, 820, 762, 1734)
story3-caption: ಗ್ರಾಮ ಘಟಕದ ಅಧ್ಯಕ್ಷರಾದ ಅಡಿವಿ, ಡಾ. ಕೇಬಿರ್ ಹೈದರ್ ಹಾಗೂ ತಾಲೂಕ ಘಟಕದ ಪ್ರಧಾನ ಕಾರ್ಯದರ್ಶಿಗಳಾದ ಶರಣಪ್ಪ ಹೊಂಬಳ್ ಸೇರಿದಂತೆ ಸಮಾಜದ ಎಲ್ಲ ಯುವಕರು ಹಿರಿಯರು ಪಾಲ್ಗೊಂಡಿದ್ದರು. (1162, 1228, 1508, 1280)
story1-headline: ಮಾಜಿ ಶಾಸಕ ಜಿ.ವೀರಪ್ಪ ಅವರಿಂದ ಜೀವ ಬೆದರಿಕೆ ರಾಜ್ಯಪಾಲರಿಗೆ ಮನವಿ (46, 146, 1336, 206)
